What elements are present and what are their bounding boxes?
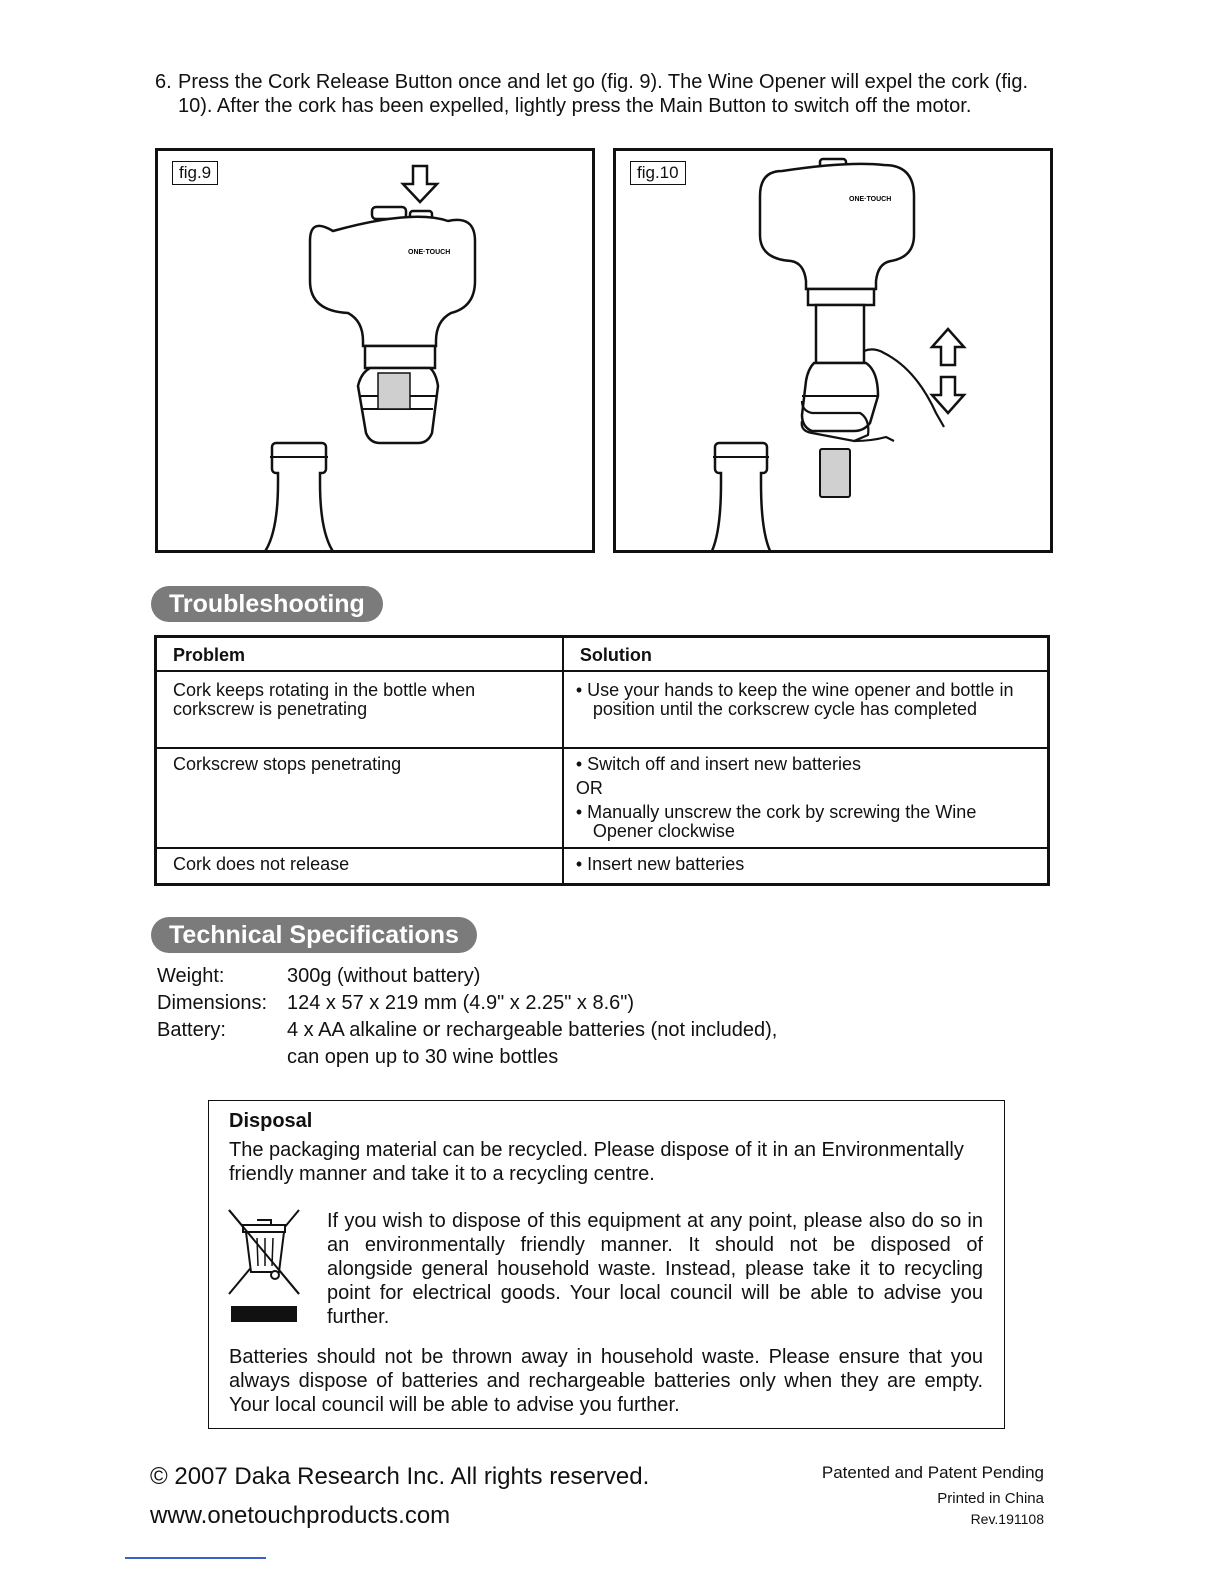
- disposal-batteries-text: Batteries should not be thrown away in household waste. Please ensure that you always dispose of batteries and rechargeable batteries only when they are empty. Your local council will be able to advise you further.: [229, 1346, 983, 1416]
- fig9-brand-text: ONE·TOUCH: [408, 249, 451, 256]
- spec-row-dimensions: [157, 990, 907, 1017]
- or-text: OR: [575, 778, 603, 798]
- fig10-illustration: [616, 151, 1050, 550]
- problem-cell: Corkscrew stops penetrating: [156, 748, 563, 848]
- table-row: [156, 671, 1049, 748]
- spec-row-battery: [157, 1017, 907, 1071]
- copyright-text: © 2007 Daka Research Inc. All rights reserved.: [150, 1463, 650, 1490]
- problem-cell: Cork does not release: [156, 848, 563, 884]
- fig10-brand-text: ONE·TOUCH: [849, 196, 892, 203]
- table-header-row: [156, 637, 1049, 672]
- problem-header: Problem: [156, 637, 563, 672]
- disposal-packaging-text: The packaging material can be recycled. Please dispose of it in an Environmentally friendly manner and take it to a recycling centre.: [229, 1139, 964, 1185]
- step-number: 6.: [155, 71, 172, 93]
- solution-bullet: • Insert new batteries: [575, 854, 745, 874]
- up-arrow-icon: [932, 329, 964, 365]
- problem-cell: Cork keeps rotating in the bottle when corkscrew is penetrating: [156, 671, 563, 748]
- crossed-out-wheelie-bin-icon: [227, 1208, 301, 1326]
- step-text: Press the Cork Release Button once and let go (fig. 9). The Wine Opener will expel the cork (fig. 10). After the cork has been expelled, lightly press the Main Button to switch off the motor.: [178, 71, 1029, 117]
- table-row: [156, 848, 1049, 884]
- spec-value: 124 x 57 x 219 mm (4.9" x 2.25" x 8.6"): [287, 992, 635, 1014]
- down-arrow-icon: [932, 377, 964, 413]
- disposal-title: Disposal: [229, 1110, 313, 1132]
- spec-key: Dimensions:: [157, 992, 268, 1014]
- patent-text: Patented and Patent Pending: [821, 1463, 1044, 1482]
- troubleshooting-heading: Troubleshooting: [151, 586, 383, 622]
- spec-value-line1: 4 x AA alkaline or rechargeable batteries (not included),: [287, 1019, 778, 1041]
- solution-header: Solution: [563, 637, 1049, 672]
- cork-shape: [378, 373, 410, 409]
- figure-10: [613, 148, 1053, 553]
- spec-key: Weight:: [157, 965, 225, 987]
- spec-value: 300g (without battery): [287, 965, 481, 987]
- revision-text: Rev.191108: [970, 1511, 1044, 1527]
- solution-bullet: • Manually unscrew the cork by screwing the Wine Opener clockwise: [575, 802, 977, 841]
- disposal-equipment-text: If you wish to dispose of this equipment at any point, please also do so in an environmentally friendly manner. It should not be disposed of alongside general household waste. Instead, please take it to recycling point for electrical goods. Your local council will be able to advise you further.: [327, 1210, 983, 1328]
- fig9-label: fig.9: [172, 161, 218, 185]
- solution-cell: [563, 848, 1049, 884]
- expelled-cork-shape: [820, 449, 850, 497]
- figure-9: [155, 148, 595, 553]
- bottle-shape: [711, 443, 771, 550]
- table-row: [156, 748, 1049, 848]
- solution-cell: [563, 748, 1049, 848]
- solution-bullet: • Switch off and insert new batteries: [575, 754, 861, 774]
- fig10-label: fig.10: [630, 161, 686, 185]
- spec-row-weight: [157, 963, 907, 990]
- bottle-shape: [264, 443, 334, 550]
- spec-value-line2: can open up to 30 wine bottles: [287, 1046, 559, 1068]
- spec-value: [287, 1017, 907, 1071]
- disposal-box: [208, 1100, 1005, 1429]
- down-arrow-icon: [403, 166, 437, 202]
- step-6-instruction: [155, 70, 1055, 118]
- page-edge-mark: [125, 1557, 266, 1559]
- solution-cell: [563, 671, 1049, 748]
- troubleshooting-table: [154, 635, 1050, 886]
- technical-specifications-heading: Technical Specifications: [151, 917, 477, 953]
- specs-list: [157, 963, 907, 1071]
- solution-bullet: • Use your hands to keep the wine opener and bottle in position until the corkscrew cycle has completed: [575, 680, 1014, 719]
- printed-in-text: Printed in China: [937, 1490, 1044, 1507]
- website-url: www.onetouchproducts.com: [150, 1502, 451, 1529]
- spec-key: Battery:: [157, 1019, 226, 1041]
- fig9-illustration: [158, 151, 592, 550]
